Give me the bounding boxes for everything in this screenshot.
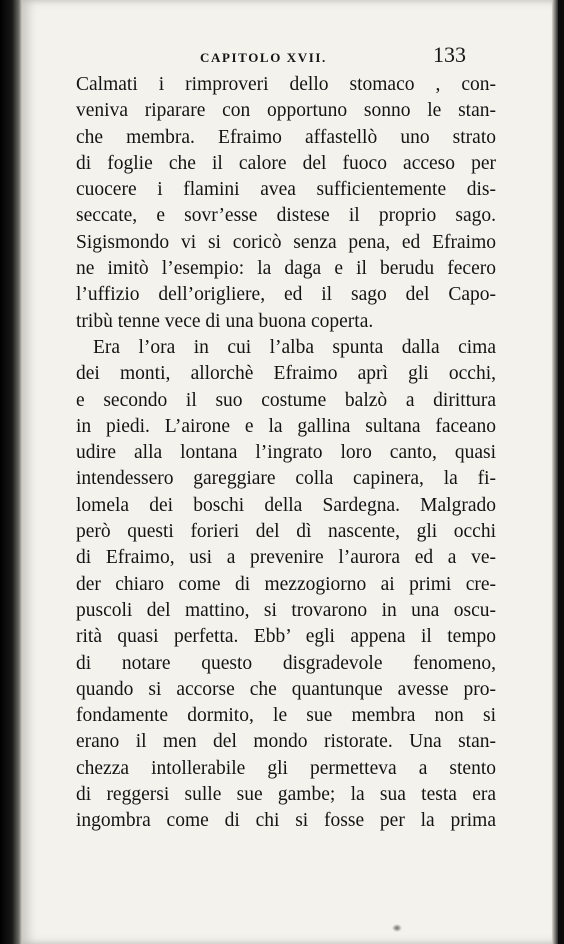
text-line: dei monti, allorchè Efraimo aprì gli occhi, — [76, 363, 496, 385]
text-line: e secondo il suo costume balzò a dirittura — [76, 389, 496, 411]
text-line: seccate, e sovr’esse distese il proprio sago. — [76, 205, 496, 227]
ink-smudge — [392, 924, 402, 932]
text-line: puscoli del mattino, si trovarono in una oscu- — [76, 599, 496, 621]
text-line: der chiaro come di mezzogiorno ai primi cre- — [76, 573, 496, 595]
page-header — [22, 42, 558, 66]
paragraph-start-line: Era l’ora in cui l’alba spunta dalla cima — [93, 336, 496, 358]
text-line: chezza intollerabile gli permetteva a stento — [76, 757, 496, 779]
text-line: di Efraimo, usi a prevenire l’aurora ed a ve- — [76, 547, 496, 569]
text-line: intendessero gareggiare colla capinera, la fi- — [76, 468, 496, 490]
text-line: in piedi. L’airone e la gallina sultana faceano — [76, 415, 496, 437]
text-line: fondamente dormito, le sue membra non si — [76, 705, 496, 727]
text-line: che membra. Efraimo affastellò uno strato — [76, 126, 496, 148]
text-line: ingombra come di chi si fosse per la prima — [76, 810, 496, 832]
text-line: veniva riparare con opportuno sonno le stan- — [76, 100, 496, 122]
body-text — [76, 72, 496, 835]
text-line: Calmati i rimproveri dello stomaco , con- — [76, 74, 496, 95]
text-line: udire alla lontana l’ingrato loro canto, quasi — [76, 442, 496, 464]
text-line: l’uffizio dell’origliere, ed il sago del Capo- — [76, 284, 496, 306]
paragraph-end-line: tribù tenne vece di una buona coperta. — [76, 310, 374, 332]
text-line: di reggersi sulle sue gambe; la sua testa era — [76, 784, 496, 806]
text-line: però questi forieri del dì nascente, gli occhi — [76, 521, 496, 543]
text-line: Sigismondo vi si coricò senza pena, ed Efraimo — [76, 231, 496, 253]
text-line: di foglie che il calore del fuoco acceso per — [76, 152, 496, 174]
text-line: rità quasi perfetta. Ebb’ egli appena il tempo — [76, 626, 496, 648]
page-number: 133 — [433, 42, 466, 67]
text-line: lomela dei boschi della Sardegna. Malgrado — [76, 494, 496, 516]
scan-dark-margin — [0, 0, 22, 944]
book-page — [22, 0, 558, 944]
text-line: erano il men del mondo ristorate. Una stan- — [76, 731, 496, 753]
text-line: di notare questo disgradevole fenomeno, — [76, 652, 496, 674]
text-line: cuocere i flamini avea sufficientemente dis- — [76, 179, 496, 201]
text-line: quando si accorse che quantunque avesse pro- — [76, 678, 496, 700]
running-head: CAPITOLO XVII. — [200, 50, 327, 65]
page-right-edge — [552, 0, 558, 944]
text-line: ne imitò l’esempio: la daga e il berudu fecero — [76, 258, 496, 280]
